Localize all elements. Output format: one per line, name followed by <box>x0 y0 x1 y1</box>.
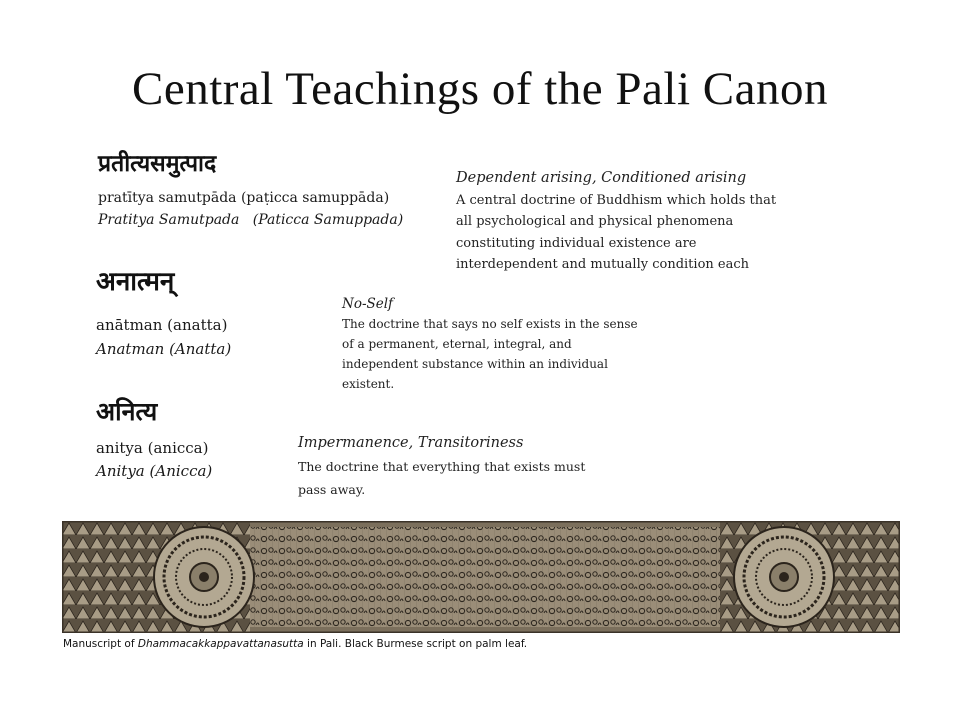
definition-head: Impermanence, Transitoriness <box>298 435 524 451</box>
definition-line: A central doctrine of Buddhism which holds that <box>456 192 777 208</box>
definition-line: The doctrine that says no self exists in the sense <box>342 317 638 331</box>
term-diacritic: anātman (anatta) <box>96 316 228 334</box>
term-plain: Pratitya Samutpada (Paticca Samuppada) <box>98 212 404 228</box>
right-medallion <box>734 527 834 627</box>
definition-line: constituting individual existence are <box>456 235 697 251</box>
definition-head: Dependent arising, Conditioned arising <box>456 170 747 186</box>
left-medallion <box>154 527 254 627</box>
term-plain-main: Anatman <box>96 340 165 358</box>
term-devanagari: प्रतीत्यसमुत्पाद <box>98 151 217 177</box>
caption-work: Dhammacakkappavattanasutta <box>137 638 304 650</box>
manuscript-caption <box>63 638 527 650</box>
caption-prefix: Manuscript of <box>63 638 138 650</box>
term-transliteration <box>98 190 403 228</box>
term-plain-paren: Paticca Samuppada <box>258 212 398 228</box>
definition-line: independent substance within an individual <box>342 357 608 371</box>
term-plain-main: Anitya <box>96 462 145 480</box>
manuscript-illustration <box>62 521 900 633</box>
term-diacritic: pratītya samutpāda (paṭicca samuppāda) <box>98 190 390 206</box>
definition-line: pass away. <box>298 482 366 497</box>
definition-line: of a permanent, eternal, integral, and <box>342 337 572 351</box>
caption-suffix: in Pali. Black Burmese script on palm leaf. <box>303 638 528 650</box>
definition-line: interdependent and mutually condition each <box>456 257 749 272</box>
definition-line: The doctrine that everything that exists must <box>298 459 586 474</box>
term-diacritic: anitya (anicca) <box>96 439 209 457</box>
term-plain-main: Pratitya Samutpada <box>98 212 240 228</box>
term-definition <box>298 432 585 501</box>
term-definition <box>456 168 776 276</box>
term-transliteration <box>96 439 212 480</box>
palm-leaf-manuscript-image <box>62 521 900 633</box>
term-plain-paren: Anicca <box>155 462 207 480</box>
term-definition <box>342 294 638 394</box>
slide-title: Central Teachings of the Pali Canon <box>132 63 828 115</box>
term-plain: Anatman (Anatta) <box>96 340 232 358</box>
term-devanagari: अनात्मन् <box>96 267 175 297</box>
term-plain: Anitya (Anicca) <box>96 462 213 480</box>
term-devanagari: अनित्य <box>96 397 158 426</box>
term-plain-paren: Anatta <box>174 340 226 358</box>
definition-line: all psychological and physical phenomena <box>456 214 734 229</box>
term-transliteration <box>96 316 231 358</box>
definition-line: existent. <box>342 377 395 391</box>
definition-head: No-Self <box>342 296 394 312</box>
